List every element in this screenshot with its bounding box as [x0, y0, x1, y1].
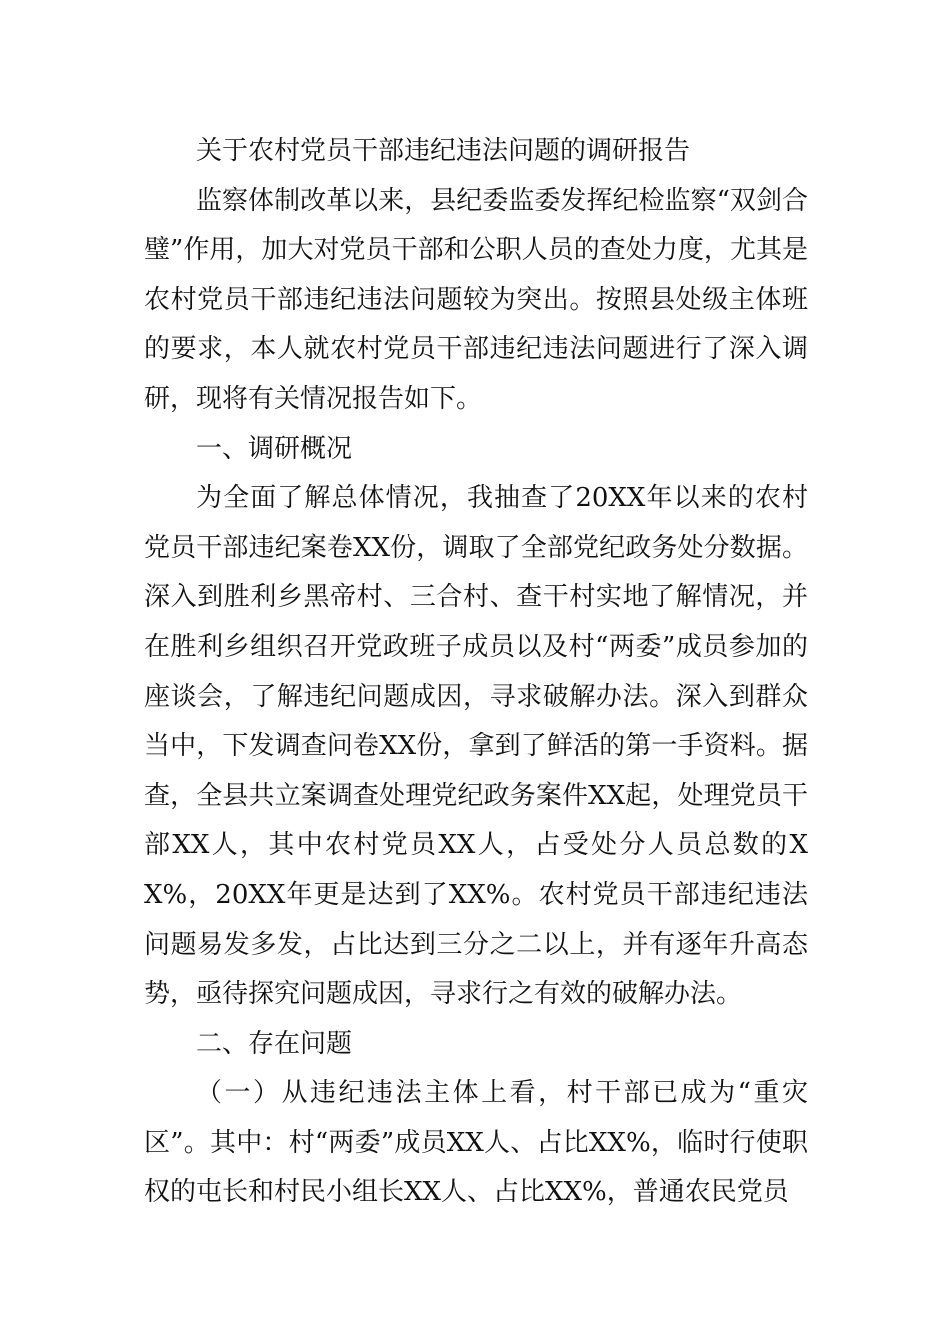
section-heading-overview: 一、调研概况 [196, 433, 353, 464]
overview-paragraph: 为全面了解总体情况，我抽查了20XX年以来的农村党员干部违纪案卷XX份，调取了全部党纪政务处分数据。深入到胜利乡黑帝村、三合村、查干村实地了解情况，并在胜利乡组织召开党政班子成员以及村“两委”成员参加的座谈会，了解违纪问题成因，寻求破解办法。深入到群众当中，下发调查问卷XX份，拿到了鲜活的第一手资料。据查，全县共立案调查处理党纪政务案件XX起，处理党员干部XX人，其中农村党员XX人，占受处分人员总数的XX%，20XX年更是达到了XX%。农村党员干部违纪违法问题易发多发，占比达到三分之二以上，并有逐年升高态势，亟待探究问题成因，寻求行之有效的破解办法。 [144, 483, 808, 1010]
document-title: 关于农村党员干部违纪违法问题的调研报告 [196, 136, 691, 166]
intro-paragraph: 监察体制改革以来，县纪委监委发挥纪检监察“双剑合璧”作用，加大对党员干部和公职人员的查处力度，尤其是农村党员干部违纪违法问题较为突出。按照县处级主体班的要求，本人就农村党员干部违纪违法问题进行了深入调研，现将有关情况报告如下。 [144, 185, 808, 414]
section-heading-problems: 二、存在问题 [196, 1028, 353, 1059]
problems-paragraph: （一）从违纪违法主体上看，村干部已成为“重灾区”。其中：村“两委”成员XX人、占比XX%，临时行使职权的屯长和村民小组长XX人、占比XX%，普通农民党员 [144, 1078, 808, 1208]
document-body [144, 127, 808, 1218]
